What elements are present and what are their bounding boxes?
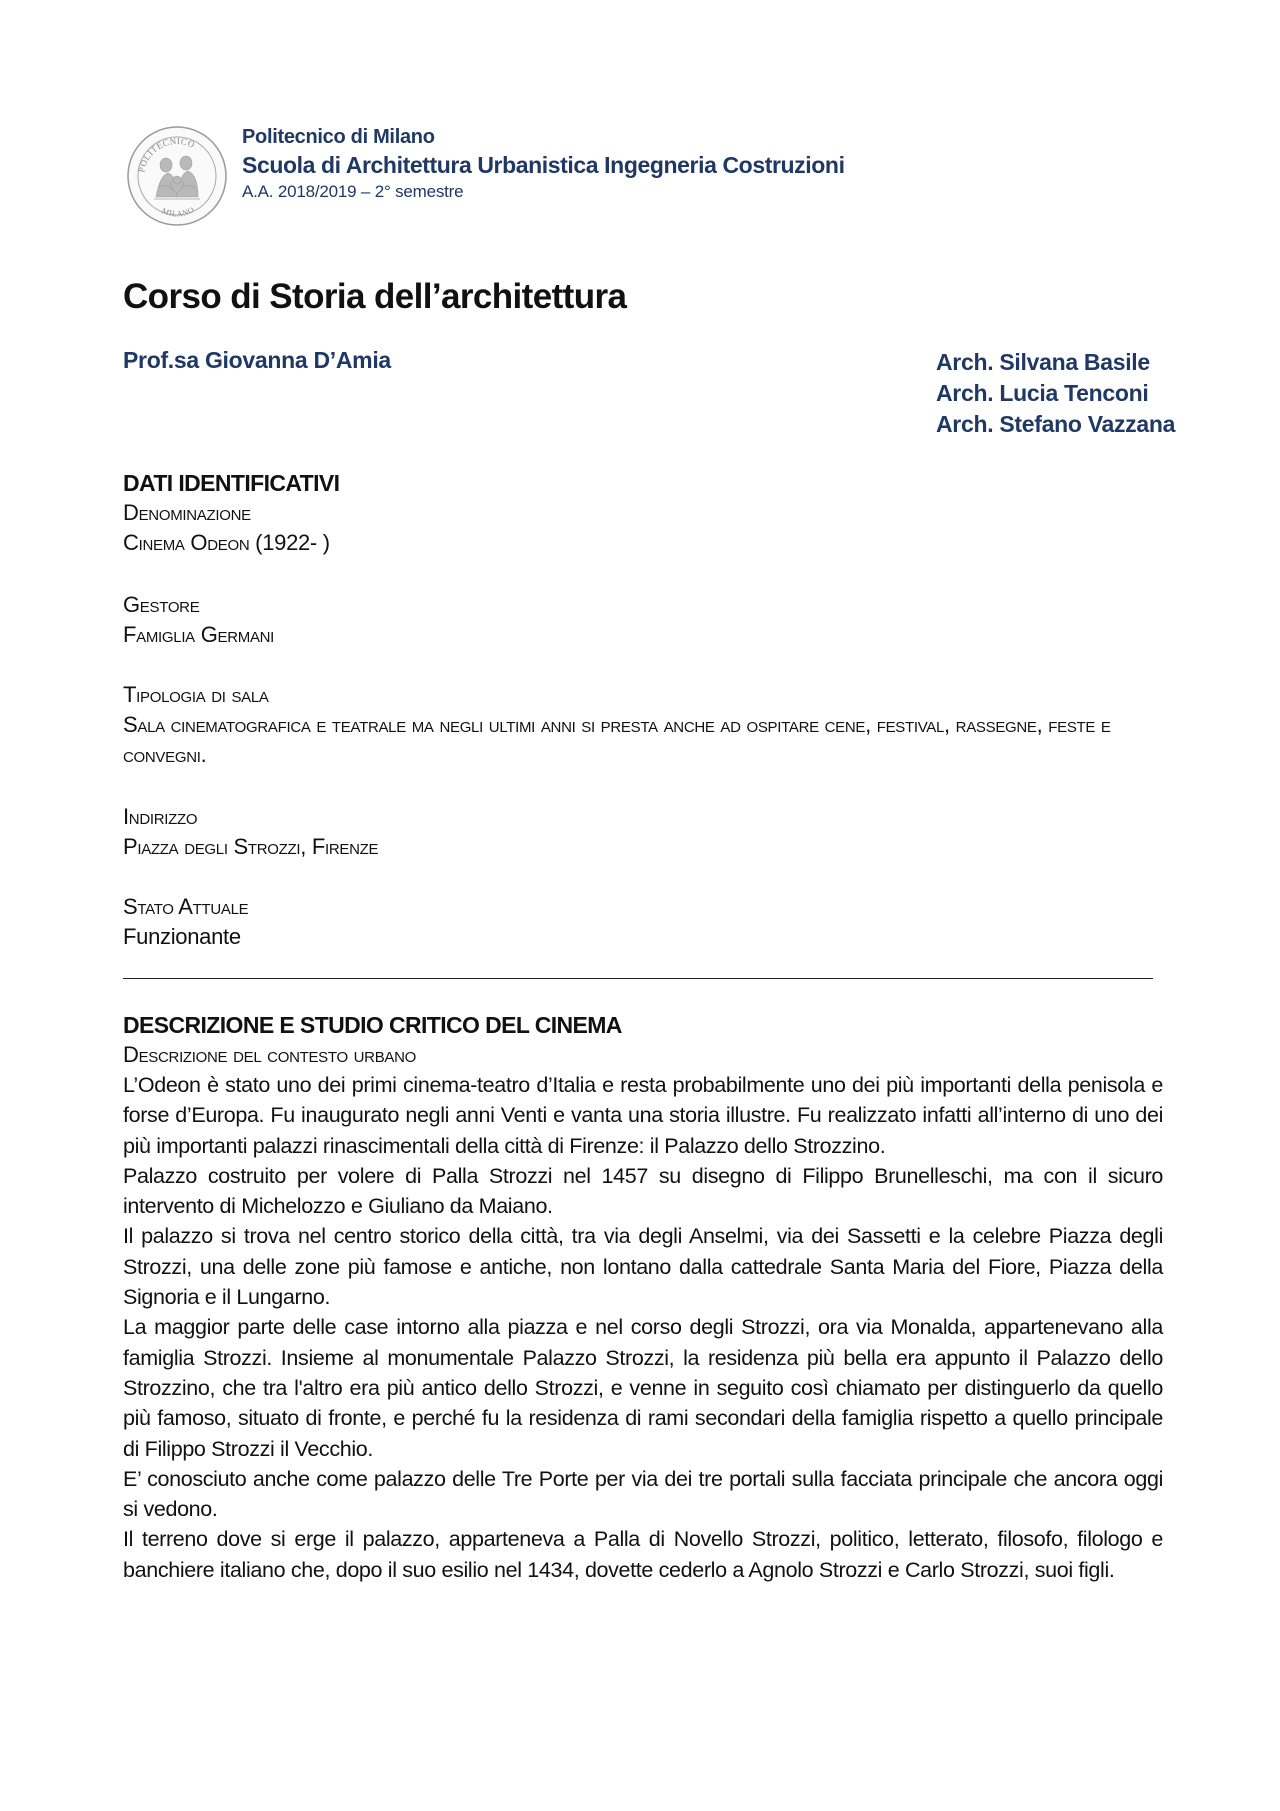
field-value: Sala cinematografica e teatrale ma negli ultimi anni si presta anche ad ospitare cene, festival, rassegne, feste e convegni.: [123, 712, 1111, 767]
description-section: [123, 1010, 1163, 1585]
section-heading: DATI IDENTIFICATIVI: [123, 470, 340, 496]
assistant-name: Arch. Lucia Tenconi: [936, 380, 1149, 406]
address-field: [123, 802, 1163, 862]
assistants-list: [936, 347, 1175, 440]
field-label: Indirizzo: [123, 804, 198, 829]
section-heading: DESCRIZIONE E STUDIO CRITICO DEL CINEMA: [123, 1012, 622, 1038]
seal-bottom-text: MILANO: [160, 204, 196, 219]
status-field: [123, 892, 1163, 952]
field-label: Gestore: [123, 592, 200, 617]
field-label: Stato Attuale: [123, 894, 249, 919]
description-body: [123, 1070, 1163, 1585]
seal-top-text: POLITECNICO: [136, 135, 197, 174]
school-name: Scuola di Architettura Urbanistica Ingegneria Costruzioni: [242, 152, 845, 178]
professor-name: Prof.sa Giovanna D’Amia: [123, 347, 391, 373]
type-field: [123, 680, 1123, 770]
institution-header: [242, 124, 845, 204]
seal-emblem: [126, 125, 228, 227]
field-value: Cinema Odeon (1922- ): [123, 530, 330, 555]
field-label: Tipologia di sala: [123, 682, 269, 707]
field-value: Piazza degli Strozzi, Firenze: [123, 834, 379, 859]
paragraph: Il terreno dove si erge il palazzo, apparteneva a Palla di Novello Strozzi, politico, letterato, filosofo, filologo e banchiere italiano che, dopo il suo esilio nel 1434, dovette cederlo a Agnolo Strozzi e Carlo Strozzi, suoi figli.: [123, 1527, 1163, 1582]
section-divider: [123, 978, 1153, 979]
paragraph: La maggior parte delle case intorno alla piazza e nel corso degli Strozzi, ora via Monalda, appartenevano alla famiglia Strozzi. Insieme al monumentale Palazzo Strozzi, la residenza più bella era appunto il Palazzo dello Strozzino, che tra l'altro era più antico dello Strozzi, e venne in seguito così chiamato per distinguerlo da quello più famoso, situato di fronte, e perché fu la residenza di rami secondari della famiglia rispetto a quello principale di Filippo Strozzi il Vecchio.: [123, 1315, 1163, 1461]
field-value: Famiglia Germani: [123, 622, 275, 647]
paragraph: Palazzo costruito per volere di Palla Strozzi nel 1457 su disegno di Filippo Brunelleschi, ma con il sicuro intervento di Michelozzo e Giuliano da Maiano.: [123, 1163, 1163, 1219]
course-title: Corso di Storia dell’architettura: [123, 277, 627, 316]
identification-section: [123, 468, 1163, 558]
manager-field: [123, 590, 1163, 650]
assistant-name: Arch. Silvana Basile: [936, 349, 1150, 375]
paragraph: E’ conosciuto anche come palazzo delle Tre Porte per via dei tre portali sulla facciata principale che ancora oggi si vedono.: [123, 1466, 1163, 1522]
assistant-name: Arch. Stefano Vazzana: [936, 411, 1176, 437]
field-value: Funzionante: [123, 924, 241, 949]
paragraph: L’Odeon è stato uno dei primi cinema-teatro d’Italia e resta probabilmente uno dei più importanti della penisola e forse d’Europa. Fu inaugurato negli anni Venti e vanta una storia illustre. Fu realizzato infatti all’interno di uno dei più importanti palazzi rinascimentali della città di Firenze: il Palazzo dello Strozzino.: [123, 1073, 1163, 1158]
university-seal-logo: [126, 125, 228, 227]
academic-year: A.A. 2018/2019 – 2° semestre: [242, 182, 464, 201]
paragraph: Il palazzo si trova nel centro storico della città, tra via degli Anselmi, via dei Sassetti e la celebre Piazza degli Strozzi, una delle zone più famose e antiche, non lontano dalla cattedrale Santa Maria del Fiore, Piazza della Signoria e il Lungarno.: [123, 1224, 1163, 1310]
institution-name: Politecnico di Milano: [242, 126, 435, 148]
field-label: Denominazione: [123, 500, 251, 525]
section-subheading: Descrizione del contesto urbano: [123, 1042, 417, 1067]
